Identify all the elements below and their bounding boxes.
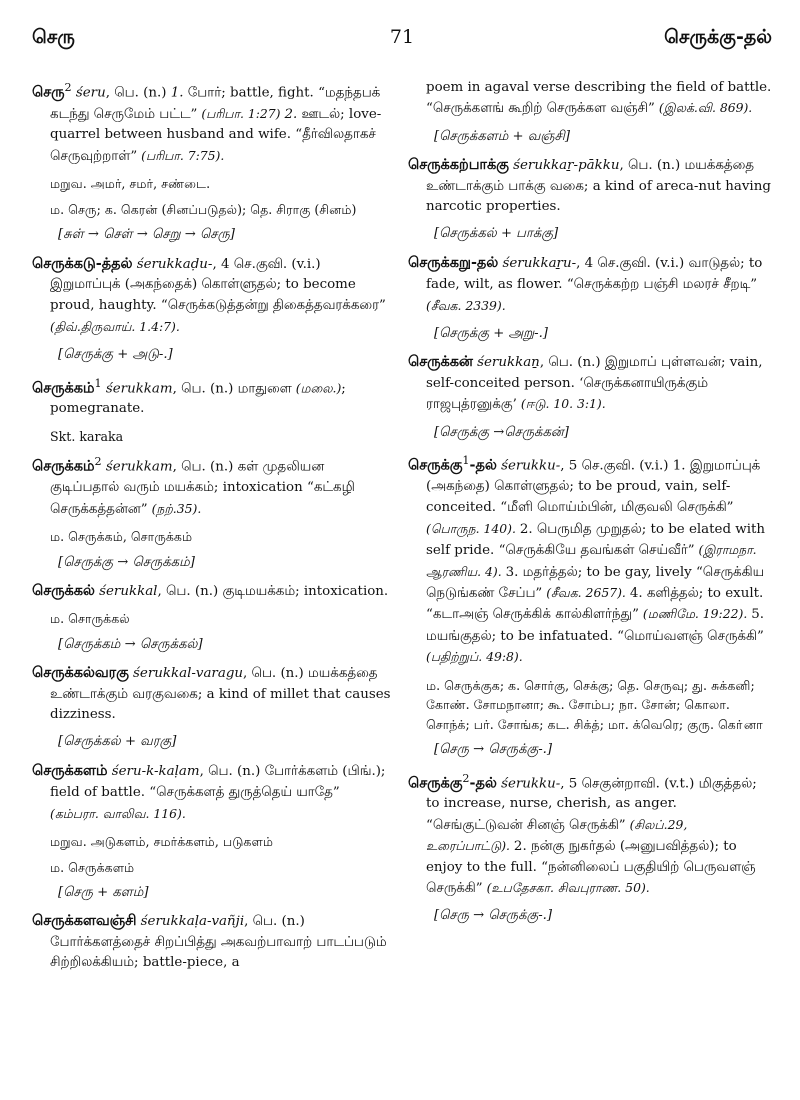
transliteration: śerukkaṟu- (502, 255, 577, 271)
etymology: [செருக்கல் + பாக்கு] (434, 226, 559, 242)
header-right-guideword: செருக்கு-தல் (664, 26, 772, 48)
english-definition: ; field of battle. (50, 763, 386, 801)
grammar: , பெ. (n.) (172, 459, 238, 475)
citation: (இலக்.வி. 869). (654, 100, 753, 116)
etymology: [செருக்கு + அடு-.] (58, 347, 173, 363)
quotation: “மொய்வளஞ் செருக்கி” (617, 628, 764, 644)
headword: செருக்களவஞ்சி (32, 913, 137, 930)
english-definition: ; to be infatuated. (491, 628, 618, 644)
tamil-definition: கள் முதலியன குடிப்பதால் வரும் மயக்கம் (50, 459, 325, 496)
citation: (சீவக. 2339). (426, 297, 506, 313)
synonyms: மறுவ. அடுகளம், சமர்க்களம், படுகளம் (50, 834, 273, 850)
homonym-number: 1 (462, 454, 470, 468)
headword: செருக்கறு-தல் (408, 254, 499, 271)
headword: செருக்கம் (32, 458, 95, 475)
english-definition: ; to enjoy to the full. (426, 839, 737, 875)
quotation: “மீளி மொய்ம்பின், மிகுவலி செருக்கி” (500, 500, 734, 516)
headword: செருக்கு (408, 775, 463, 791)
tamil-definition: போர்க்களம் (பிங்.) (264, 763, 381, 779)
synonyms: மறுவ. அமர், சமர், சண்டை. (50, 176, 211, 192)
quotation: ‘செருக்கனாயிருக்கும் ராஜபுத்ரனுக்கு’ (426, 375, 709, 413)
citation: (ஈடு. 10. 3:1). (516, 396, 606, 412)
citation: (மலை.) (291, 380, 342, 395)
sense-number: 1. (170, 85, 188, 101)
english-definition: ; battle-piece, a (134, 955, 240, 971)
english-definition: ; battle, fight. (221, 85, 319, 101)
tamil-definition: 4. களித்தல் (629, 586, 699, 601)
grammar: , 4 செ.குவி. (v.i.) (212, 256, 321, 272)
dictionary-entry (32, 581, 392, 602)
english-definition: ; love-quarrel between husband and wife. (50, 106, 382, 143)
entry-continuation (426, 78, 772, 120)
citation: (பதிற்றுப். 49:8). (426, 649, 523, 665)
quotation: “செருக்கற்ற பஞ்சி மலரச் சீறடி” (566, 277, 758, 293)
etymology: [செருக்கு + அறு-.] (434, 326, 548, 342)
english-definition: ; to fade, wilt, as flower. (426, 255, 763, 293)
grammar: , பெ. (n.) (244, 914, 305, 930)
etymology: [செருக்கு → செருக்கம்] (58, 554, 195, 570)
tamil-definition: ஊடல் (301, 106, 341, 122)
tamil-definition: இறுமாப் புள்ளவன் (604, 355, 721, 371)
grammar: , 4 செ.குவி. (v.i.) (576, 255, 689, 271)
quotation: “செருக்கடுத்தன்று திகைத்தவரக்கரை” (160, 298, 386, 314)
etymology: [செரு → செருக்கு-.] (434, 742, 553, 758)
tamil-definition: மயக்கத்தை உண்டாக்கும் வரகுவகை (50, 666, 378, 702)
homonym-number: 1 (94, 376, 102, 390)
page-number: 71 (389, 26, 415, 48)
english-definition: ; to become proud, haughty. (50, 276, 356, 314)
transliteration: śeru (75, 85, 106, 101)
homonym-number: 2 (64, 81, 72, 94)
transliteration: śerukkam (105, 459, 173, 475)
tamil-definition: மயக்கத்தை உண்டாக்கும் பாக்கு வகை (426, 158, 755, 194)
dictionary-entry (408, 451, 772, 669)
tamil-definition: வாடுதல் (688, 255, 741, 271)
headword-suffix: -தல் (469, 775, 497, 791)
transliteration: śerukkal-varagu (133, 666, 244, 682)
headword: செருக்கடு-த்தல் (32, 255, 133, 272)
grammar: , பெ. (n.) (157, 583, 223, 599)
homonym-number: 2 (94, 455, 102, 469)
sense-number: 2. (284, 106, 302, 122)
etymology: [செருக்களம் + வஞ்சி] (434, 128, 571, 144)
etymology: [செரு + களம்] (58, 885, 149, 901)
citation: (உபதேசகா. சிவபுராண. 50). (482, 880, 650, 896)
headword: செரு (32, 84, 65, 101)
citation: (பரிபா. 7:75). (137, 147, 225, 163)
tamil-definition: 5. மயங்குதல் (426, 607, 764, 644)
quotation: “தீர்விலதாகச் செருவுற்றாள்” (50, 127, 376, 164)
grammar: , பெ. (n.) (619, 158, 685, 174)
transliteration: śerukkam (105, 381, 173, 396)
tamil-definition: இறுமாப்புக் (அகந்தைக்) கொள்ளுதல் (50, 276, 277, 292)
english-definition: ; vain, self-conceited person. (426, 355, 763, 391)
dictionary-entry (32, 452, 392, 520)
homonym-number: 2 (462, 771, 470, 785)
dictionary-entry (408, 352, 772, 415)
dictionary-entry (408, 769, 772, 900)
quotation: “மதந்தபக் கடந்து செருமேம் பட்ட” (50, 85, 381, 122)
headword: செருக்கல் (32, 582, 95, 599)
right-column (408, 78, 772, 935)
quotation: “நன்னிலைப் பகுதியிற் பெருவளஞ் செருக்கி” (426, 859, 756, 897)
cognates: ம. செருக்கம், சொருக்கம் (50, 529, 193, 544)
grammar: , பெ. (n.) (243, 666, 309, 682)
headword: செருக்களம் (32, 762, 108, 779)
headword: செருக்கற்பாக்கு (408, 157, 509, 174)
citation: (சிலப்.29, உரைப்பாட்டு). (426, 816, 688, 854)
cognates: ம. சொருக்கல் (50, 611, 130, 627)
quotation: “செருக்களங் கூறிற் செருக்கள வஞ்சி” (426, 101, 655, 117)
grammar: , பெ. (n.) (199, 763, 265, 779)
tamil-definition: மாதுளை (237, 381, 292, 396)
citation: (நற்.35). (147, 500, 202, 516)
english-definition: ; pomegranate. (50, 381, 346, 417)
transliteration: śerukku- (501, 776, 561, 791)
grammar: , 5 செ.குவி. (v.i.) (560, 458, 673, 474)
dictionary-entry (32, 78, 392, 167)
etymology: [செருக்கல் + வரகு] (58, 734, 177, 750)
english-definition: poem in agaval verse describing the field of battle. (426, 80, 772, 95)
quotation: “செருக்களத் துருத்தெய் யாதே” (149, 785, 340, 801)
quotation: “செங்குட்டுவன் சினஞ் செருக்கி” (426, 817, 626, 833)
citation: (திவ்.திருவாய். 1.4:7). (50, 318, 180, 334)
cognates: ம. செருக்களம் (50, 859, 135, 875)
citation: (கம்பரா. வாலிவ. 116). (50, 805, 186, 821)
tamil-definition: 3. மதர்த்தல் (505, 564, 578, 580)
left-column (32, 78, 392, 981)
transliteration: śerukku- (501, 458, 561, 474)
quotation: “கடாஅஞ் செருக்கிக் கால்கிளர்ந்து” (426, 607, 639, 623)
quotation: “கட்கழி செருக்கத்தன்ன” (50, 480, 355, 517)
tamil-definition: 1. இறுமாப்புக் (அகந்தை) கொள்ளுதல் (426, 458, 761, 494)
headword: செருக்கு (408, 457, 463, 474)
quotation: “செருக்கிய நெடுங்கண் சேப்ப” (426, 564, 765, 601)
dictionary-entry (32, 761, 392, 825)
transliteration: śeru-k-kaḷam (111, 763, 200, 779)
etymology: [செருக்கு →செருக்கன்] (434, 424, 569, 440)
transliteration: śerukkal (99, 583, 158, 599)
grammar: , பெ. (n.) (539, 355, 605, 371)
tamil-definition: போர்க்களத்தைச் சிறப்பித்து அகவற்பாவாற் பாடப்படும் சிற்றிலக்கியம் (50, 934, 387, 971)
transliteration: śerukkaḷa-vañji (140, 914, 245, 930)
english-definition: ; intoxication (213, 480, 307, 496)
english-definition: ; to be gay, lively (577, 564, 696, 580)
dictionary-entry (32, 254, 392, 339)
grammar: , 5 செகுன்றாவி. (v.t.) (560, 776, 699, 791)
tamil-definition: 2. பெருமித முறுதல் (519, 521, 642, 537)
tamil-definition: குடிமயக்கம் (222, 583, 296, 599)
transliteration: śerukkaṉ (477, 355, 540, 371)
dictionary-entry (408, 155, 772, 217)
dictionary-entry (408, 253, 772, 317)
etymology: [செரு → செருக்கு-.] (434, 908, 553, 924)
headword-suffix: -தல் (469, 457, 497, 474)
tamil-definition: மிகுத்தல் (698, 776, 753, 791)
dictionary-entry (32, 663, 392, 725)
citation: (பரிபா. 1:27) (197, 105, 285, 121)
sanskrit-note: Skt. karaka (50, 428, 124, 444)
header-left-guideword: செரு (32, 26, 75, 48)
english-definition: ; to exult. (698, 586, 764, 601)
headword: செருக்கம் (32, 380, 95, 396)
dictionary-entry (32, 911, 392, 973)
headword: செருக்கன் (408, 354, 473, 371)
citation: (பொருந. 140). (426, 520, 520, 536)
english-definition: ; to be proud, vain, self-conceited. (426, 478, 731, 516)
english-definition: ; a kind of millet that causes dizziness. (50, 686, 391, 723)
cognates: ம. செருக்குக; க. சொர்கு, செக்கு; தெ. செருவு; து. சுக்கனி; கோண். சோமநானா; கூ. சோம்ப; நா. சோன்; கொலா. சொந்க்; பர். சோங்க; கட. சிக்த்; மா. க்வெரெ; குரு. கொ்னா (426, 677, 763, 732)
grammar: , பெ. (n.) (172, 381, 238, 396)
headword: செருக்கல்வரகு (32, 665, 129, 682)
tamil-definition: 2. நன்கு நுகர்தல் (அனுபவித்தல்) (513, 839, 715, 855)
grammar: , பெ. (n.) (105, 85, 171, 101)
tamil-definition: போர் (187, 85, 222, 101)
citation: (மணிமே. 19:22). (638, 606, 752, 622)
transliteration: śerukkaṟ-pākku (513, 158, 620, 174)
citation: (இராமநா. ஆரணிய. 4). (426, 542, 757, 579)
english-definition: ; to be elated with self pride. (426, 521, 766, 559)
english-definition: ; intoxication. (295, 583, 389, 599)
citation: (சீவக. 2657). (542, 585, 630, 600)
cognates: ம. செரு; க. கெரன் (சினப்படுதல்); தெ. சிராகு (சினம்) (50, 201, 357, 217)
transliteration: śerukkaḍu- (136, 256, 213, 272)
english-definition: ; to increase, nurse, cherish, as anger. (426, 776, 757, 812)
etymology: [செருக்கம் → செருக்கல்] (58, 636, 203, 652)
dictionary-entry (32, 374, 392, 420)
english-definition: ; a kind of areca-nut having narcotic properties. (426, 178, 771, 215)
page-header (32, 26, 772, 54)
etymology: [சுள் → செள் → செறு → செரு] (58, 227, 235, 243)
quotation: “செருக்கியே தவங்கள் செய்வீர்” (498, 543, 695, 559)
